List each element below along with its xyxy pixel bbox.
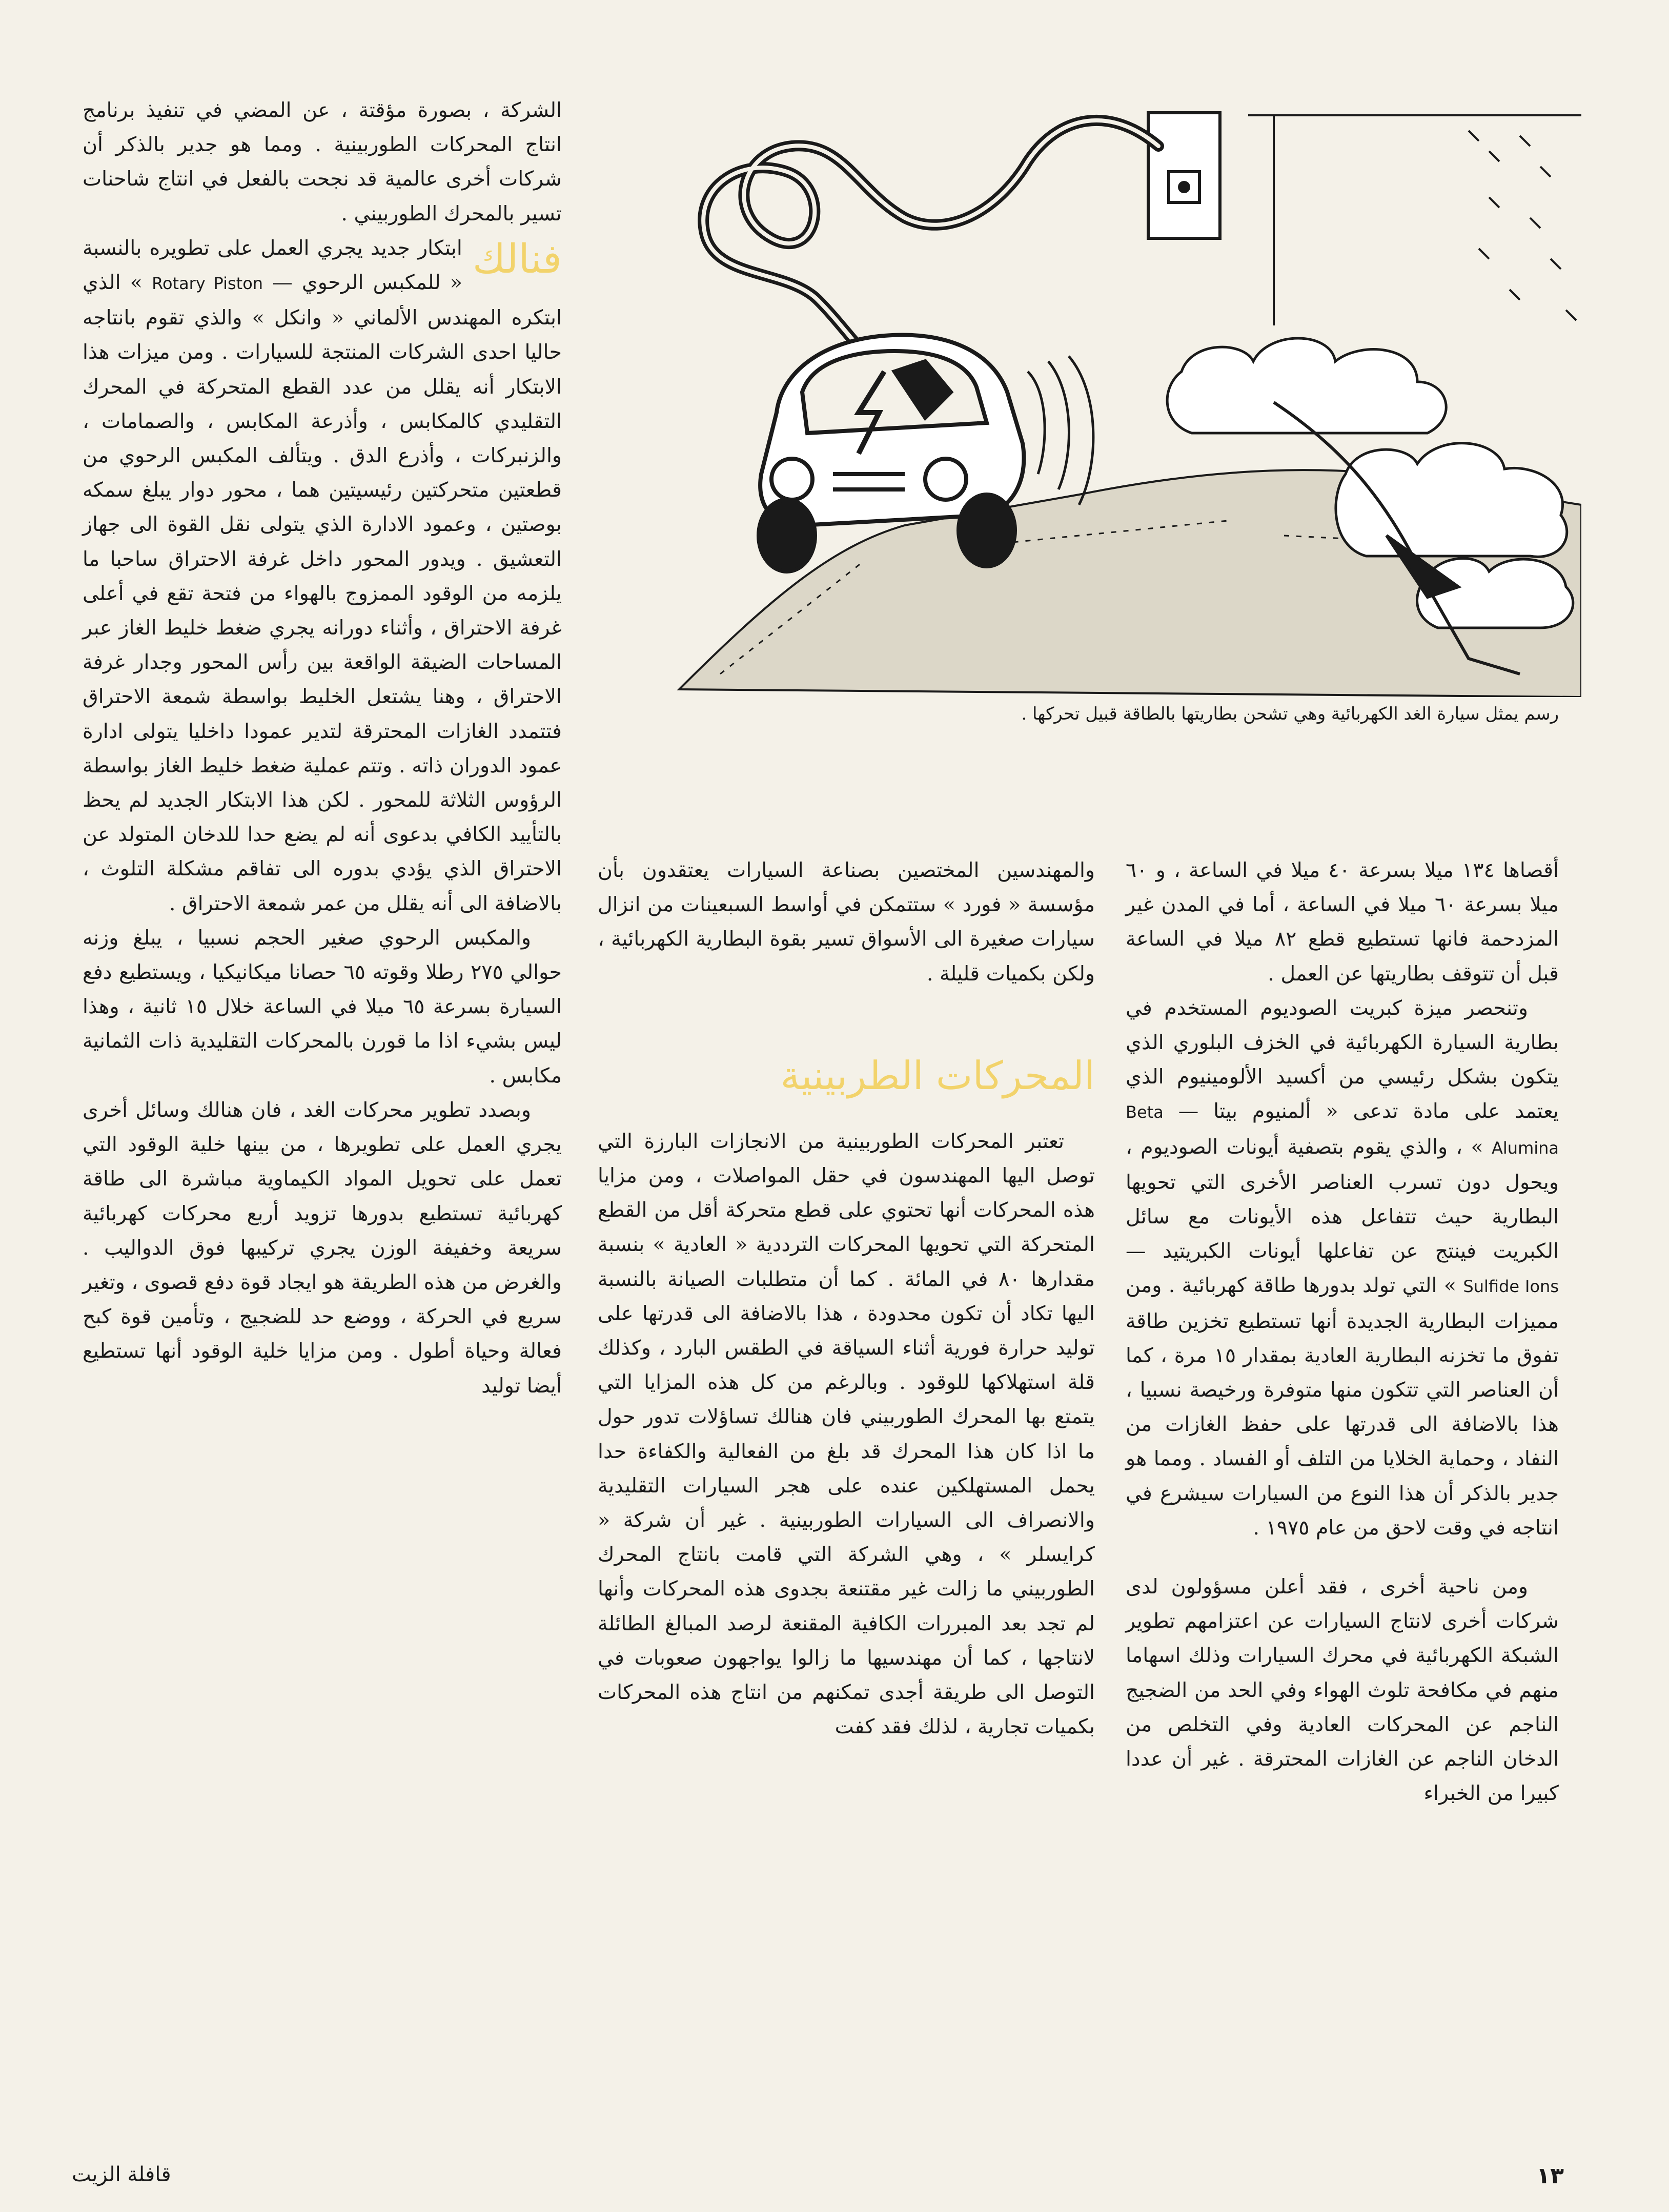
section-heading: المحركات الطربينية (780, 1052, 1095, 1098)
paragraph: الشركة ، بصورة مؤقتة ، عن المضي في تنفيذ برنامج انتاج المحركات الطوربينية . ومما هو جدير بالذكر أن شركات أخرى عالمية قد نجحت بالفعل في انتاج شاحنات تسير بالمحرك الطوربيني . (83, 98, 562, 226)
rubric-word: فنالك (472, 236, 562, 282)
paragraph: تعتبر المحركات الطوربينية من الانجازات البارزة التي توصل اليها المهندسون في حقل المواصلات ، ومن مزايا هذه المحركات أنها تحتوي على قطع متحركة أقل من القطع المتحركة التي تحويها المحركات الترددية « العادية » بنسبة مقدارها ٨٠ في المائة . كما أن متطلبات الصيانة بالنسبة اليها تكاد أن تكون محدودة ، هذا بالاضافة الى قدرتها على توليد حرارة فورية أثناء السياقة في الطقس البارد ، وكذلك قلة استهلاكها للوقود . وبالرغم من كل هذه المزايا التي يتمتع بها المحرك الطوربيني فان هنالك تساؤلات تدور حول ما اذا كان هذا المحرك قد بلغ من الفعالية والكفاءة حدا يحمل المستهلكين عنده على هجر السيارات التقليدية والانصراف الى السيارات الطوربينية . غير أن شركة « كرايسلر » ، وهي الشركة التي قامت بانتاج المحرك الطوربيني ما زالت غير مقتنعة بجدوى هذه المحركات وأنها لم تجد بعد المبررات الكافية المقنعة لرصد المبالغ الطائلة لانتاجها ، كما أن مهندسيها ما زالوا يواجهون صعوبات في التوصل الى طريقة أجدى تمكنهم من انتاج هذه المحركات بكميات تجارية ، لذلك فقد كفت (598, 1129, 1095, 1739)
wall-socket (1148, 113, 1220, 238)
latin-term: Rotary Piston (152, 274, 263, 294)
magazine-name: قافلة الزيت (72, 2163, 171, 2186)
charging-cable (703, 120, 1158, 372)
paragraph: وتنحصر ميزة كبريت الصوديوم المستخدم في بطارية السيارة الكهربائية في الخزف البلوري الذي يتكون بشكل رئيسي من أكسيد الألومينيوم الذي يعتمد على مادة تدعى « ألمنيوم بيتا — Beta Alumina » ، والذي يقوم بتصفية أيونات الصوديوم ، ويحول دون تسرب العناصر الأخرى التي تحويها البطارية حيث تتفاعل هذه الأيونات مع سائل الكبريت فينتج عن تفاعلها أيونات الكبريتيد — Sulfide Ions » التي تولد بدورها طاقة كهربائية . ومن مميزات البطارية الجديدة أنها تستطيع تخزين طاقة تفوق ما تخزنه البطارية العادية بمقدار ١٥ مرة ، كما أن العناصر التي تتكون منها متوفرة ورخيصة نسبيا ، هذا بالاضافة الى قدرتها على حفظ الغازات من النفاد ، وحماية الخلايا من التلف أو الفساد . ومما هو جدير بالذكر أن هذا النوع من السيارات سيشرع في انتاجه في وقت لاحق من عام ١٩٧٥ . (1126, 996, 1559, 1540)
paragraph: وبصدد تطوير محركات الغد ، فان هنالك وسائل أخرى يجري العمل على تطويرها ، من بينها خلية الوقود التي تعمل على تحويل المواد الكيماوية مباشرة الى طاقة كهربائية تستطيع بدورها تزويد أربع محركات كهربائية سريعة وخفيفة الوزن يجري تركيبها فوق الدواليب . والغرض من هذه الطريقة هو ايجاد قوة دفع قصوى ، وتغير سريع في الحركة ، ووضع حد للضجيج ، وتأمين قوة كبح فعالة وحياة أطول . ومن مزايا خلية الوقود أنها تستطيع أيضا توليد (83, 1098, 562, 1398)
paragraph: ومن ناحية أخرى ، فقد أعلن مسؤولون لدى شركات أخرى لانتاج السيارات عن اعتزامهم تطوير الشبكة الكهربائية في محرك السيارات وذلك اسهاما منهم في مكافحة تلوث الهواء وفي الحد من الضجيج الناجم عن المحركات العادية وفي التخلص من الدخان الناجم عن الغازات المحترقة . غير أن عددا كبيرا من الخبراء (1126, 1575, 1559, 1806)
wall-drawing (1248, 115, 1581, 325)
car-charging-illustration (618, 85, 1581, 697)
illustration-caption: رسم يمثل سيارة الغد الكهربائية وهي تشحن بطاريتها بالطاقة قبيل تحركها . (1021, 704, 1559, 724)
page-number: ١٣ (1536, 2163, 1564, 2189)
article-column-left (83, 93, 562, 1403)
paragraph: فنالك ابتكار جديد يجري العمل على تطويره بالنسبة « للمكبس الرحوي — Rotary Piston » الذي ابتكره المهندس الألماني « وانكل » والذي تقوم بانتاجه حاليا احدى الشركات المنتجة للسيارات . ومن ميزات هذا الابتكار أنه يقلل من عدد القطع المتحركة في المحرك التقليدي كالمكابس ، وأذرعة المكابس ، والصمامات ، والزنبركات ، وأذرع الدق . ويتألف المكبس الرحوي من قطعتين متحركتين رئيسيتين هما ، محور دوار يبلغ سمكه بوصتين ، وعمود الادارة الذي يتولى نقل القوة الى جهاز التعشيق . ويدور المحور داخل غرفة الاحتراق ساحبا ما يلزمه من الوقود الممزوج بالهواء من فتحة تقع في أعلى غرفة الاحتراق ، وأثناء دورانه يجري ضغط خليط الغاز عبر المساحات الضيقة الواقعة بين رأس المحور وجدار غرفة الاحتراق ، وهنا يشتعل الخليط بواسطة شمعة الاحتراق فتتمدد الغازات المحترقة لتدير عمودا داخليا يتولى ادارة عمود الدوران ذاته . وتتم عملية ضغط خليط الغاز بواسطة الرؤوس الثلاثة للمحور . لكن هذا الابتكار الجديد لم يحظ بالتأييد الكافي بدعوى أنه لم يضع حدا للدخان المتولد عن الاحتراق الذي يؤدي بدوره الى تفاقم مشكلة التلوث ، بالاضافة الى أنه يقلل من عمر شمعة الاحتراق . (83, 231, 562, 921)
latin-term: Sulfide Ions (1463, 1277, 1559, 1297)
paragraph: والمكبس الرحوي صغير الحجم نسبيا ، يبلغ وزنه حوالي ٢٧٥ رطلا وقوته ٦٥ حصانا ميكانيكيا ، ويستطيع دفع السيارة بسرعة ٦٥ ميلا في الساعة خلال ١٥ ثانية ، وهذا ليس بشيء اذا ما قورن بالمحركات التقليدية ذات الثمانية مكابس . (83, 926, 562, 1088)
paragraph: أقصاها ١٣٤ ميلا بسرعة ٤٠ ميلا في الساعة ، و ٦٠ ميلا بسرعة ٦٠ ميلا في الساعة ، أما في المدن غير المزدحمة فانها تستطيع قطع ٨٢ ميلا في الساعة قبل أن تتوقف بطاريتها عن العمل . (1126, 858, 1559, 986)
motion-lines (1028, 356, 1093, 505)
latin-term: Beta Alumina (1126, 1102, 1559, 1158)
article-column-middle (598, 853, 1095, 1744)
paragraph: والمهندسين المختصين بصناعة السيارات يعتقدون بأن مؤسسة « فورد » ستتمكن في أواسط السبعينات من انزال سيارات صغيرة الى الأسواق تسير بقوة البطارية الكهربائية ، ولكن بكميات قليلة . (598, 858, 1095, 986)
article-column-right (1126, 853, 1559, 1811)
